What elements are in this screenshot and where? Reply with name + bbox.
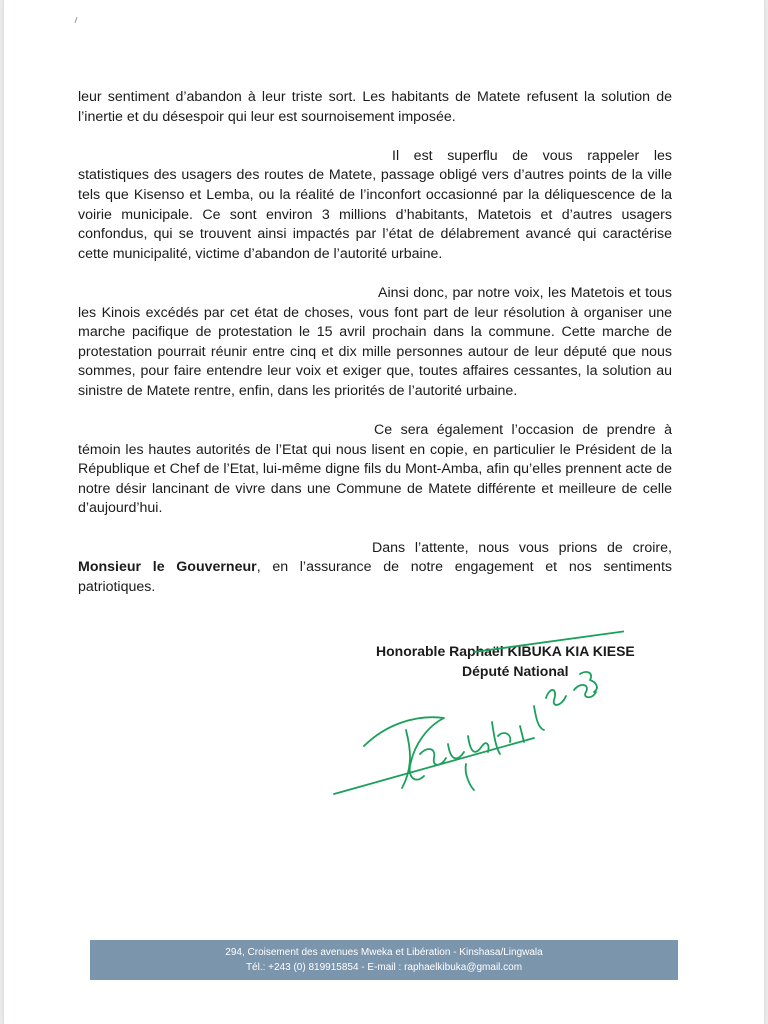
paragraph-protest-march: Ainsi donc, par notre voix, les Matetois et tous les Kinois excédés par cet état de choses, vous font part de leur résolution à organiser une marche pacifique de protestation le 15 avril prochain dans la commune. Cette marche de protestation pourrait réunir entre cinq et dix mille personnes autour de leur député que nous sommes, pour faire entendre leur voix et exiger que, toutes affaires cessantes, la solution au sinistre de Matete rentre, enfin, dans les priorités de l’autorité urbaine. (78, 284, 672, 399)
letter-body (78, 88, 672, 617)
signatory-title: Député National (462, 663, 569, 679)
closing-addressee: Monsieur le Gouverneur (78, 559, 257, 576)
paragraph-abandon: leur sentiment d’abandon à leur triste sort. Les habitants de Matete refusent la solution de l’inertie et du désespoir qui leur est sournoisement imposée. (78, 89, 672, 125)
scan-mark (74, 10, 78, 16)
paragraph-statistics: Il est superflu de vous rappeler les statistiques des usagers des routes de Matete, passage obligé vers d’autres points de la ville tels que Kisenso et Lemba, ou la réalité de l’inconfort occasionné par la déliquescence de la voirie municipale. Ce sont environ 3 millions d’habitants, Matetois et d’autres usagers confondus, qui se trouvent ainsi impactés par l’état de délabrement avancé qui caractérise cette municipalité, victime d’abandon de l’autorité urbaine. (78, 147, 672, 262)
signatory-name: Honorable Raphaël KIBUKA KIA KIESE (376, 643, 635, 659)
letter-page (4, 0, 764, 1024)
footer-contact: Tél.: +243 (0) 819915854 - E-mail : raphaelkibuka@gmail.com (245, 962, 523, 973)
closing-end: , en l’assurance de notre engagement et nos sentiments patriotiques. (78, 559, 672, 595)
footer-address: 294, Croisement des avenues Mweka et Libération - Kinshasa/Lingwala (225, 947, 543, 958)
closing-start: Dans l’attente, nous vous prions de croire, (372, 539, 672, 556)
handwritten-signature (324, 626, 624, 806)
footer-contact-band (90, 940, 678, 980)
paragraph-authorities: Ce sera également l’occasion de prendre à témoin les hautes autorités de l’Etat qui nous lisent en copie, en particulier le Président de la République et Chef de l’Etat, lui-même digne fils du Mont-Amba, afin qu’elles prennent acte de notre désir lancinant de vivre dans une Commune de Matete différente et meilleure de celle d’aujourd’hui. (78, 422, 672, 517)
paragraph-closing (78, 539, 672, 598)
